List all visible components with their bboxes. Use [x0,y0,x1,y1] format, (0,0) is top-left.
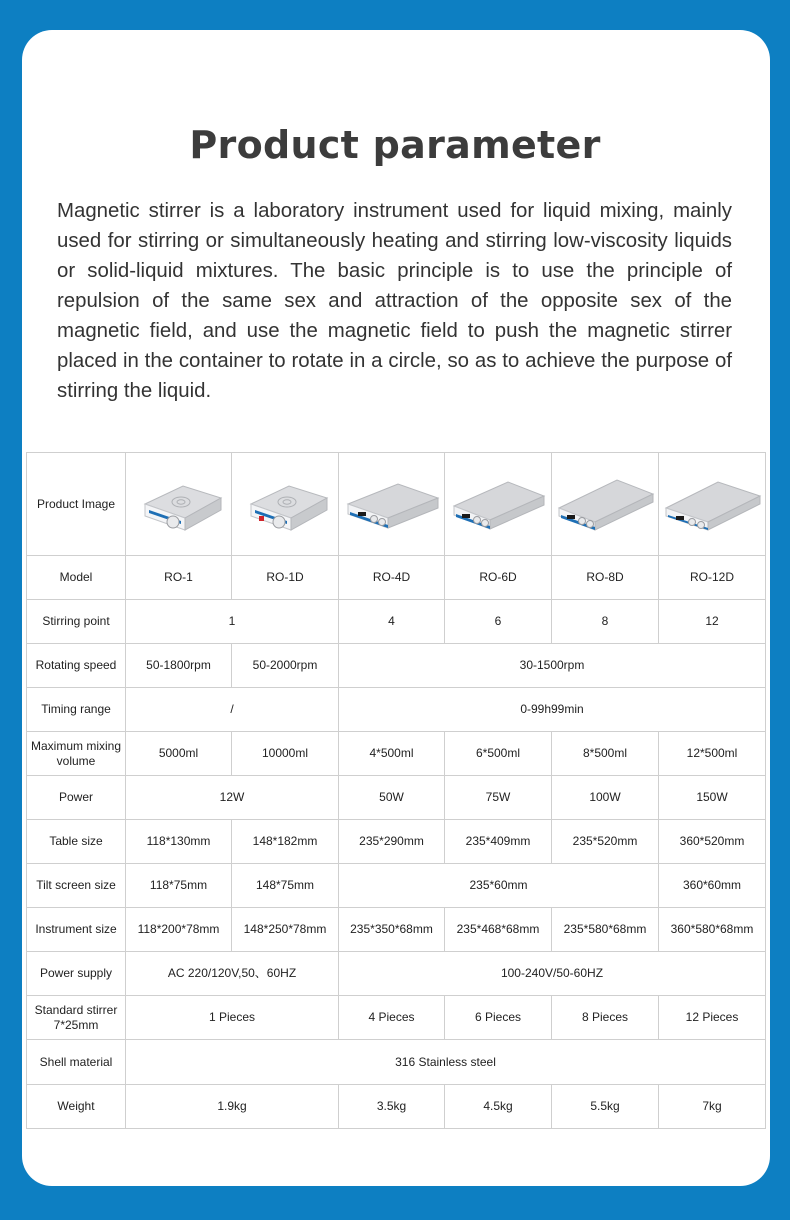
table-cell: 4.5kg [445,1085,552,1129]
table-row [27,820,766,864]
table-cell: RO-6D [445,556,552,600]
table-cell: RO-1D [232,556,339,600]
product-image-ro-6d [445,453,552,556]
table-cell: 6 [445,600,552,644]
table-cell: 100W [552,776,659,820]
row-label-shell-material: Shell material [27,1040,126,1085]
table-cell: 118*200*78mm [126,908,232,952]
table-cell: 5.5kg [552,1085,659,1129]
table-row [27,1040,766,1085]
parameter-table [26,452,766,1129]
table-cell: RO-12D [659,556,766,600]
table-row [27,556,766,600]
table-cell: 6*500ml [445,732,552,776]
product-image-ro-8d [552,453,659,556]
table-cell: 8 [552,600,659,644]
table-cell: 235*350*68mm [339,908,445,952]
row-label-stirring-point: Stirring point [27,600,126,644]
table-cell: 12*500ml [659,732,766,776]
table-cell: 235*60mm [339,864,659,908]
table-cell: RO-8D [552,556,659,600]
table-cell: 148*182mm [232,820,339,864]
row-label-tilt-screen: Tilt screen size [27,864,126,908]
table-cell: 150W [659,776,766,820]
table-cell: 50W [339,776,445,820]
table-cell: 235*290mm [339,820,445,864]
table-cell: 12 [659,600,766,644]
row-label-rotating-speed: Rotating speed [27,644,126,688]
table-cell: 148*75mm [232,864,339,908]
stirrer-ro-12d-image [662,464,762,544]
row-label-max-volume: Maximum mixing volume [27,732,126,776]
table-cell: 5000ml [126,732,232,776]
table-cell: 8*500ml [552,732,659,776]
product-image-ro-12d [659,453,766,556]
table-cell: 118*75mm [126,864,232,908]
row-label-std-stirrer: Standard stirrer 7*25mm [27,996,126,1040]
table-cell: 118*130mm [126,820,232,864]
row-label-table-size: Table size [27,820,126,864]
table-row [27,908,766,952]
table-cell: 6 Pieces [445,996,552,1040]
row-label-power: Power [27,776,126,820]
row-label-weight: Weight [27,1085,126,1129]
row-label-image: Product Image [27,453,126,556]
table-cell: 50-2000rpm [232,644,339,688]
table-cell: 75W [445,776,552,820]
table-cell: 7kg [659,1085,766,1129]
table-cell: 1 Pieces [126,996,339,1040]
table-row [27,776,766,820]
table-row [27,952,766,996]
table-row [27,732,766,776]
stirrer-ro-6d-image [448,464,548,544]
table-cell: RO-1 [126,556,232,600]
table-cell: 360*580*68mm [659,908,766,952]
table-cell: RO-4D [339,556,445,600]
table-cell: AC 220/120V,50、60HZ [126,952,339,996]
table-row [27,1085,766,1129]
row-label-instrument-size: Instrument size [27,908,126,952]
table-cell: 235*468*68mm [445,908,552,952]
table-cell: 12 Pieces [659,996,766,1040]
stirrer-ro-4d-image [342,464,442,544]
table-cell: 316 Stainless steel [126,1040,766,1085]
table-cell: 360*60mm [659,864,766,908]
product-description: Magnetic stirrer is a laboratory instrument used for liquid mixing, mainly used for stirring or simultaneously heating and stirring low-viscosity liquids or solid-liquid mixtures. The basic principle is to use the principle of repulsion of the same sex and attraction of the opposite sex of the magnetic field, and use the magnetic field to push the magnetic stirrer placed in the container to rotate in a circle, so as to achieve the purpose of stirring the liquid. [57,200,732,402]
stirrer-ro-8d-image [555,464,655,544]
row-label-model: Model [27,556,126,600]
table-row [27,644,766,688]
row-label-timing-range: Timing range [27,688,126,732]
stirrer-ro-1-image [131,464,227,544]
table-cell: 8 Pieces [552,996,659,1040]
table-cell: 30-1500rpm [339,644,766,688]
table-cell: 12W [126,776,339,820]
table-cell: 3.5kg [339,1085,445,1129]
table-cell: 100-240V/50-60HZ [339,952,766,996]
row-label-power-supply: Power supply [27,952,126,996]
table-cell: 4 [339,600,445,644]
table-cell: 235*580*68mm [552,908,659,952]
stirrer-ro-1d-image [237,464,333,544]
table-cell: 148*250*78mm [232,908,339,952]
table-row [27,600,766,644]
table-cell: 10000ml [232,732,339,776]
table-cell: 1.9kg [126,1085,339,1129]
table-cell: 4 Pieces [339,996,445,1040]
product-image-ro-1 [126,453,232,556]
product-image-ro-1d [232,453,339,556]
table-cell: 0-99h99min [339,688,766,732]
table-cell: 235*520mm [552,820,659,864]
product-image-ro-4d [339,453,445,556]
table-row [27,453,766,556]
table-row [27,996,766,1040]
table-cell: 1 [126,600,339,644]
page-title: Product parameter [189,123,601,167]
table-row [27,864,766,908]
table-cell: 50-1800rpm [126,644,232,688]
table-cell: 360*520mm [659,820,766,864]
table-cell: 235*409mm [445,820,552,864]
table-cell: / [126,688,339,732]
table-row [27,688,766,732]
table-cell: 4*500ml [339,732,445,776]
